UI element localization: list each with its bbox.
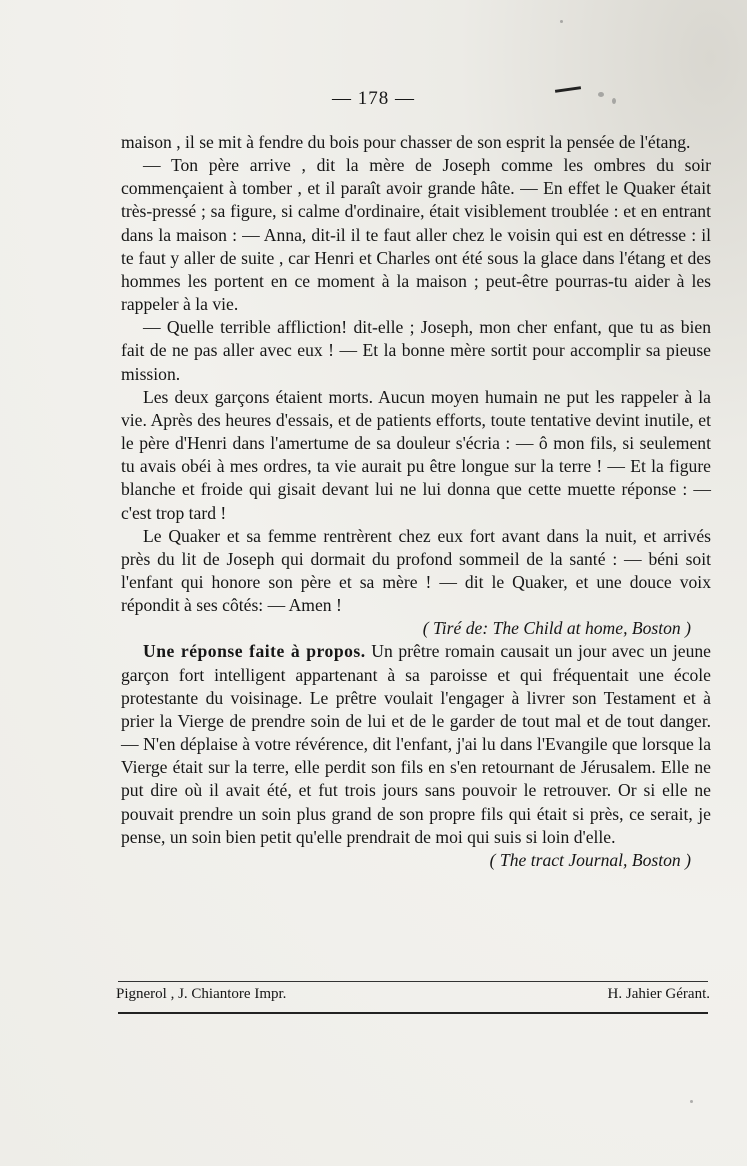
paragraph-story2 <box>121 640 711 848</box>
source-citation: ( The tract Journal, Boston ) <box>489 849 691 870</box>
page-number: — 178 — <box>332 88 415 109</box>
ink-speck <box>560 20 563 23</box>
paragraph: — Quelle terrible affliction! dit-elle ; Joseph, mon cher enfant, que tu as bien fait de ne pas aller avec eux ! — Et la bonne mère sortit pour accomplir sa pieuse mission. <box>121 317 711 384</box>
manager-credit: H. Jahier Gérant. <box>607 986 710 1002</box>
paragraph: — Ton père arrive , dit la mère de Joseph comme les ombres du soir commençaient à tomber , et il paraît avoir grande hâte. — En effet le Quaker était très-pressé ; sa figure, si calme d'ordinaire, était visiblement troublée : et en entrant dans la maison : — Anna, dit-il il te faut aller chez le voisin qui est en détresse : il te faut y aller de suite , car Henri et Charles ont été sous la glace dans l'étang et des hommes les portent en ce moment à la maison ; peut-être pourras-tu aider à les rappeler à la vie. <box>121 155 711 315</box>
body-text <box>121 131 711 872</box>
divider-rule <box>118 981 708 982</box>
paragraph: Les deux garçons étaient morts. Aucun moyen humain ne put les rappeler à la vie. Après des heures d'essais, et de patients efforts, toute tentative devint inutile, et le père d'Henri dans l'amertume de sa douleur s'écria : — ô mon fils, si seulement tu avais obéi à mes ordres, ta vie aurait pu être longue sur la terre ! — Et la figure blanche et froide qui gisait devant lui ne lui donna que cette muette réponse : — c'est trop tard ! <box>121 386 711 523</box>
paragraph: Le Quaker et sa femme rentrèrent chez eux fort avant dans la nuit, et arrivés près du lit de Joseph qui dormait du profond sommeil de la santé : — béni soit l'enfant qui honore son père et sa mère ! — dit le Quaker, et une douce voix répondit à ses côtés: — Amen ! <box>121 525 711 616</box>
source-citation: ( Tiré de: The Child at home, Boston ) <box>422 618 691 639</box>
paragraph: maison , il se mit à fendre du bois pour chasser de son esprit la pensée de l'étang. <box>121 132 691 152</box>
story-text: Un prêtre romain causait un jour avec un jeune garçon fort intelligent appartenant à sa paroisse et qui fréquentait une école protestante du voisinage. Le prêtre voulait l'engager à livrer son Testament et à prier la Vierge de prendre soin de lui et de le garder de tout mal et de tout danger. — N'en déplaise à votre révérence, dit l'enfant, j'ai lu dans l'Evangile que lorsque la Vierge était sur la terre, elle perdit son fils en s'en retournant de Jérusalem. Elle ne put dire où il avait été, et fut trois jours sans pouvoir le retrouver. Or si elle ne pouvait prendre un soin plus grand de son propre fils qui était si près, ce serait, je pense, un soin bien petit qu'elle prendrait de moi qui suis si loin d'elle. <box>121 641 711 847</box>
story-title: Une réponse faite à propos. <box>143 641 366 662</box>
printer-credit: Pignerol , J. Chiantore Impr. <box>116 986 287 1002</box>
footer <box>116 986 710 1003</box>
divider-rule <box>118 1012 708 1014</box>
ink-speck <box>690 1100 693 1103</box>
